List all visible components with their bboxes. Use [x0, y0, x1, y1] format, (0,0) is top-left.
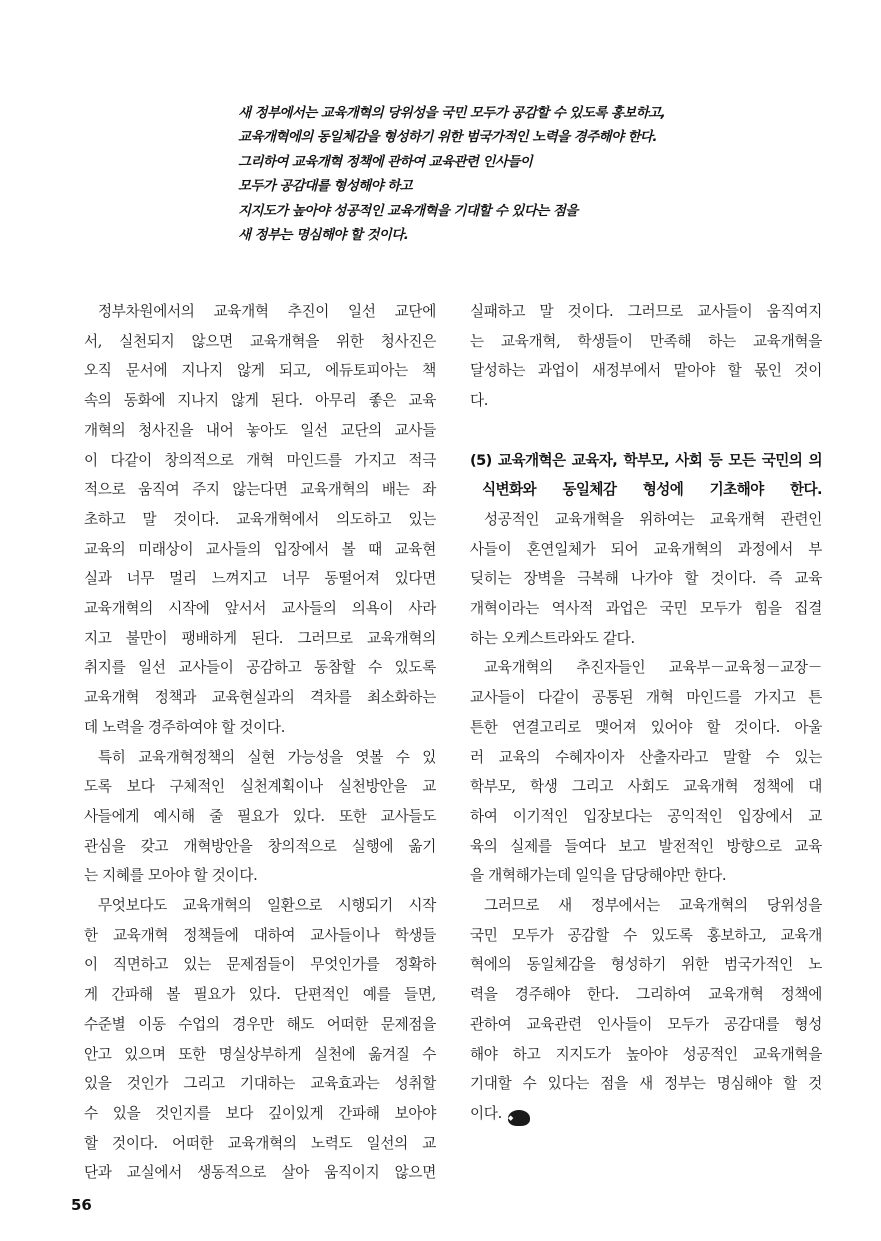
text-line: 이 직면하고 있는 문제점들이 무엇인가를 정확하	[84, 956, 436, 974]
text-line: 속의 동화에 지나지 않게 된다. 아무리 좋은 교육	[84, 392, 436, 410]
text-line: 개혁의 청사진을 내어 놓아도 일선 교단의 교사들	[84, 421, 436, 439]
text-line: 는 지혜를 모아야 할 것이다.	[84, 867, 258, 885]
text-line: 오직 문서에 지나지 않게 되고, 에듀토피아는 책	[84, 362, 436, 380]
text-line: 실과 너무 멀리 느껴지고 너무 동떨어져 있다면	[84, 570, 436, 588]
text-line: 교육개혁 정책과 교육현실과의 격차를 최소화하는	[84, 689, 436, 707]
pull-quote-line: 교육개혁에의 동일체감을 형성하기 위한 범국가적인 노력을 경주해야 한다.	[238, 129, 657, 146]
text-line: 도록 보다 구체적인 실천계획이나 실천방안을 교	[84, 778, 436, 796]
text-line: 달성하는 과업이 새정부에서 맡아야 할 몫인 것이	[470, 362, 822, 380]
text-line: 러 교육의 수혜자이자 산출자라고 말할 수 있는	[470, 748, 822, 766]
text-line: 국민 모두가 공감할 수 있도록 홍보하고, 교육개	[470, 926, 822, 944]
text-line: 튼한 연결고리로 맺어져 있어야 할 것이다. 아울	[470, 718, 822, 736]
text-line: 특히 교육개혁정책의 실현 가능성을 엿볼 수 있	[98, 748, 436, 766]
end-of-article-icon: ◆	[508, 1110, 530, 1126]
text-line: 혁에의 동일체감을 형성하기 위한 범국가적인 노	[470, 956, 822, 974]
right-column	[470, 297, 822, 1129]
text-line: 안고 있으며 또한 명실상부하게 실천에 옮겨질 수	[84, 1045, 436, 1063]
final-text: 이다.	[470, 1104, 502, 1122]
text-line: 을 개혁해가는데 일익을 담당해야만 한다.	[470, 867, 727, 885]
text-line: 관심을 갖고 개혁방안을 창의적으로 실행에 옮기	[84, 837, 436, 855]
text-line: 관하여 교육관련 인사들이 모두가 공감대를 형성	[470, 1015, 822, 1033]
pull-quote-line: 새 정부에서는 교육개혁의 당위성을 국민 모두가 공감할 수 있도록 홍보하고,	[238, 105, 666, 121]
paragraph	[470, 891, 822, 1129]
text-line: 한 교육개혁 정책들에 대하여 교사들이나 학생들	[84, 926, 436, 944]
pull-quote-line: 지지도가 높아야 성공적인 교육개혁을 기대할 수 있다는 점을	[238, 202, 578, 219]
text-line: 교육개혁의 추진자들인 교육부－교육청－교장－	[484, 659, 822, 677]
text-line: 게 간파해 볼 필요가 있다. 단편적인 예를 들면,	[84, 986, 436, 1004]
text-line-final	[470, 1099, 822, 1129]
text-line: 있을 것인가 그리고 기대하는 교육효과는 성취할	[84, 1075, 436, 1093]
text-line: 개혁이라는 역사적 과업은 국민 모두가 힘을 집결	[470, 600, 822, 618]
text-line: 다.	[470, 392, 489, 410]
text-line: 하는 오케스트라와도 같다.	[470, 629, 635, 647]
text-line: 육의 실제를 들여다 보고 발전적인 방향으로 교육	[470, 837, 822, 855]
heading-line: (5) 교육개혁은 교육자, 학부모, 사회 등 모든 국민의 의	[470, 451, 822, 469]
text-line: 교사들이 다같이 공통된 개혁 마인드를 가지고 튼	[470, 689, 822, 707]
text-line: 기대할 수 있다는 점을 새 정부는 명심해야 할 것	[470, 1075, 822, 1093]
text-line: 무엇보다도 교육개혁의 일환으로 시행되기 시작	[98, 897, 436, 915]
text-line: 서, 실천되지 않으면 교육개혁을 위한 청사진은	[84, 332, 436, 350]
paragraph	[470, 505, 822, 654]
left-column	[84, 297, 436, 1188]
pull-quote-line: 모두가 공감대를 형성해야 하고	[238, 178, 413, 195]
text-line: 수준별 이동 수업의 경우만 해도 어떠한 문제점을	[84, 1015, 436, 1033]
text-line: 적으로 움직여 주지 않는다면 교육개혁의 배는 좌	[84, 481, 436, 499]
text-line: 지고 불만이 팽배하게 된다. 그러므로 교육개혁의	[84, 629, 436, 647]
text-line: 초하고 말 것이다. 교육개혁에서 의도하고 있는	[84, 510, 436, 528]
text-line: 사들이 혼연일체가 되어 교육개혁의 과정에서 부	[470, 540, 822, 558]
paragraph	[470, 297, 822, 416]
paragraph	[84, 891, 436, 1188]
heading-line: 식변화와 동일체감 형성에 기초해야 한다.	[482, 481, 822, 499]
text-line: 력을 경주해야 한다. 그리하여 교육개혁 정책에	[470, 986, 822, 1004]
text-line: 성공적인 교육개혁을 위하여는 교육개혁 관련인	[484, 510, 822, 528]
text-line: 정부차원에서의 교육개혁 추진이 일선 교단에	[98, 303, 436, 320]
text-line: 단과 교실에서 생동적으로 살아 움직이지 않으면	[84, 1164, 436, 1182]
text-line: 교육의 미래상이 교사들의 입장에서 볼 때 교육현	[84, 540, 436, 558]
text-line: 는 교육개혁, 학생들이 만족해 하는 교육개혁을	[470, 332, 822, 350]
text-line: 교육개혁의 시작에 앞서서 교사들의 의욕이 사라	[84, 600, 436, 618]
text-line: 취지를 일선 교사들이 공감하고 동참할 수 있도록	[84, 659, 436, 677]
text-line: 이 다같이 창의적으로 개혁 마인드를 가지고 적극	[84, 451, 436, 469]
text-line: 수 있을 것인지를 보다 깊이있게 간파해 보아야	[84, 1104, 436, 1122]
section-heading	[470, 446, 822, 505]
text-line: 하여 이기적인 입장보다는 공익적인 입장에서 교	[470, 807, 822, 825]
text-line: 할 것이다. 어떠한 교육개혁의 노력도 일선의 교	[84, 1134, 436, 1152]
text-line: 딪히는 장벽을 극복해 나가야 할 것이다. 즉 교육	[470, 570, 822, 588]
paragraph	[84, 297, 436, 743]
text-line: 그러므로 새 정부에서는 교육개혁의 당위성을	[484, 897, 822, 915]
paragraph	[470, 653, 822, 891]
pull-quote-line: 새 정부는 명심해야 할 것이다.	[238, 227, 409, 244]
page-number: 56	[71, 1196, 92, 1214]
text-line: 실패하고 말 것이다. 그러므로 교사들이 움직여지	[470, 303, 822, 320]
pull-quote-line: 그리하여 교육개혁 정책에 관하여 교육관련 인사들이	[238, 153, 533, 170]
pull-quote	[238, 101, 758, 247]
text-line: 학부모, 학생 그리고 사회도 교육개혁 정책에 대	[470, 778, 822, 796]
text-line: 데 노력을 경주하여야 할 것이다.	[84, 718, 286, 736]
paragraph	[84, 743, 436, 892]
text-line: 해야 하고 지지도가 높아야 성공적인 교육개혁을	[470, 1045, 822, 1063]
text-line: 사들에게 예시해 줄 필요가 있다. 또한 교사들도	[84, 807, 436, 825]
